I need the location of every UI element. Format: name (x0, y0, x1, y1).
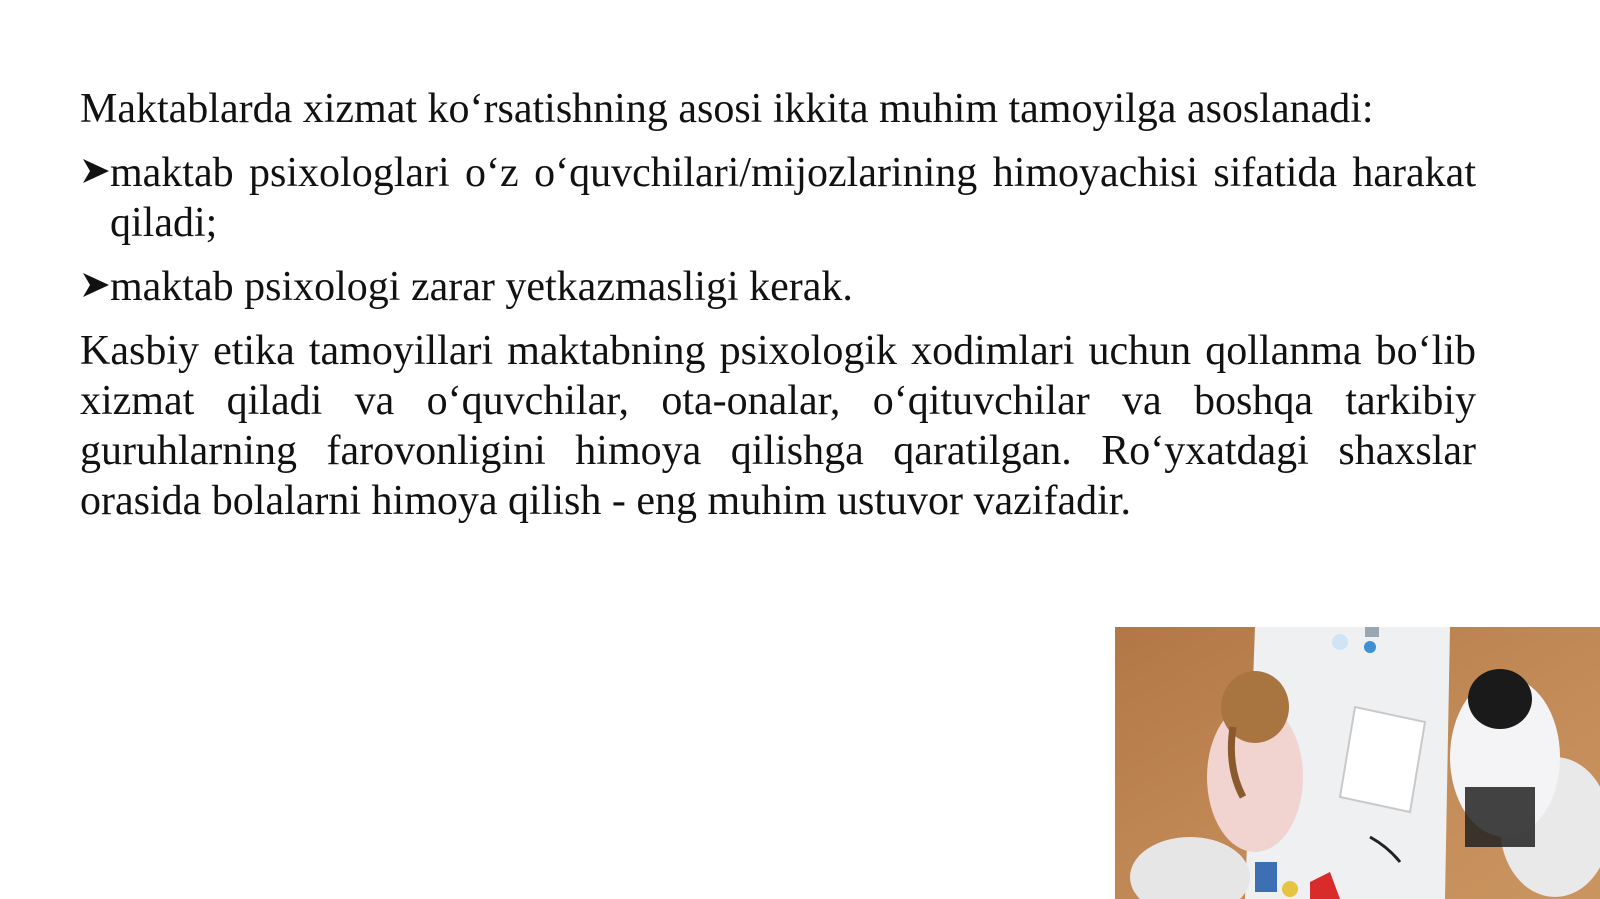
body-paragraph: Kasbiy etika tamoyillari maktabning psixologik xodimlari uchun qollanma bo‘lib xizmat qiladi va o‘quvchilar, ota-onalar, o‘qituvchilar va boshqa tarkibiy guruhlarning farovonligini himoya qilishga qaratilgan. Ro‘yxatdagi shaxslar orasida bolalarni himoya qilish - eng muhim ustuvor vazifadir. (80, 328, 1476, 524)
bullet-text-1: maktab psixologlari o‘z o‘quvchilari/mijozlarining himoyachisi sifatida harakat qiladi; (110, 150, 1476, 246)
intro-paragraph: Maktablarda xizmat ko‘rsatishning asosi ikkita muhim tamoyilga asoslanadi: (80, 86, 1374, 132)
bullet-item-2 (80, 262, 1476, 312)
slide-text (80, 84, 1476, 540)
arrowhead-bullet-icon (82, 272, 110, 298)
counseling-photo (1115, 627, 1600, 899)
bullet-item-1 (80, 148, 1476, 248)
bullet-text-2: maktab psixologi zarar yetkazmasligi kerak. (110, 264, 853, 310)
photo-illustration (1115, 627, 1600, 899)
arrowhead-bullet-icon (82, 158, 110, 184)
